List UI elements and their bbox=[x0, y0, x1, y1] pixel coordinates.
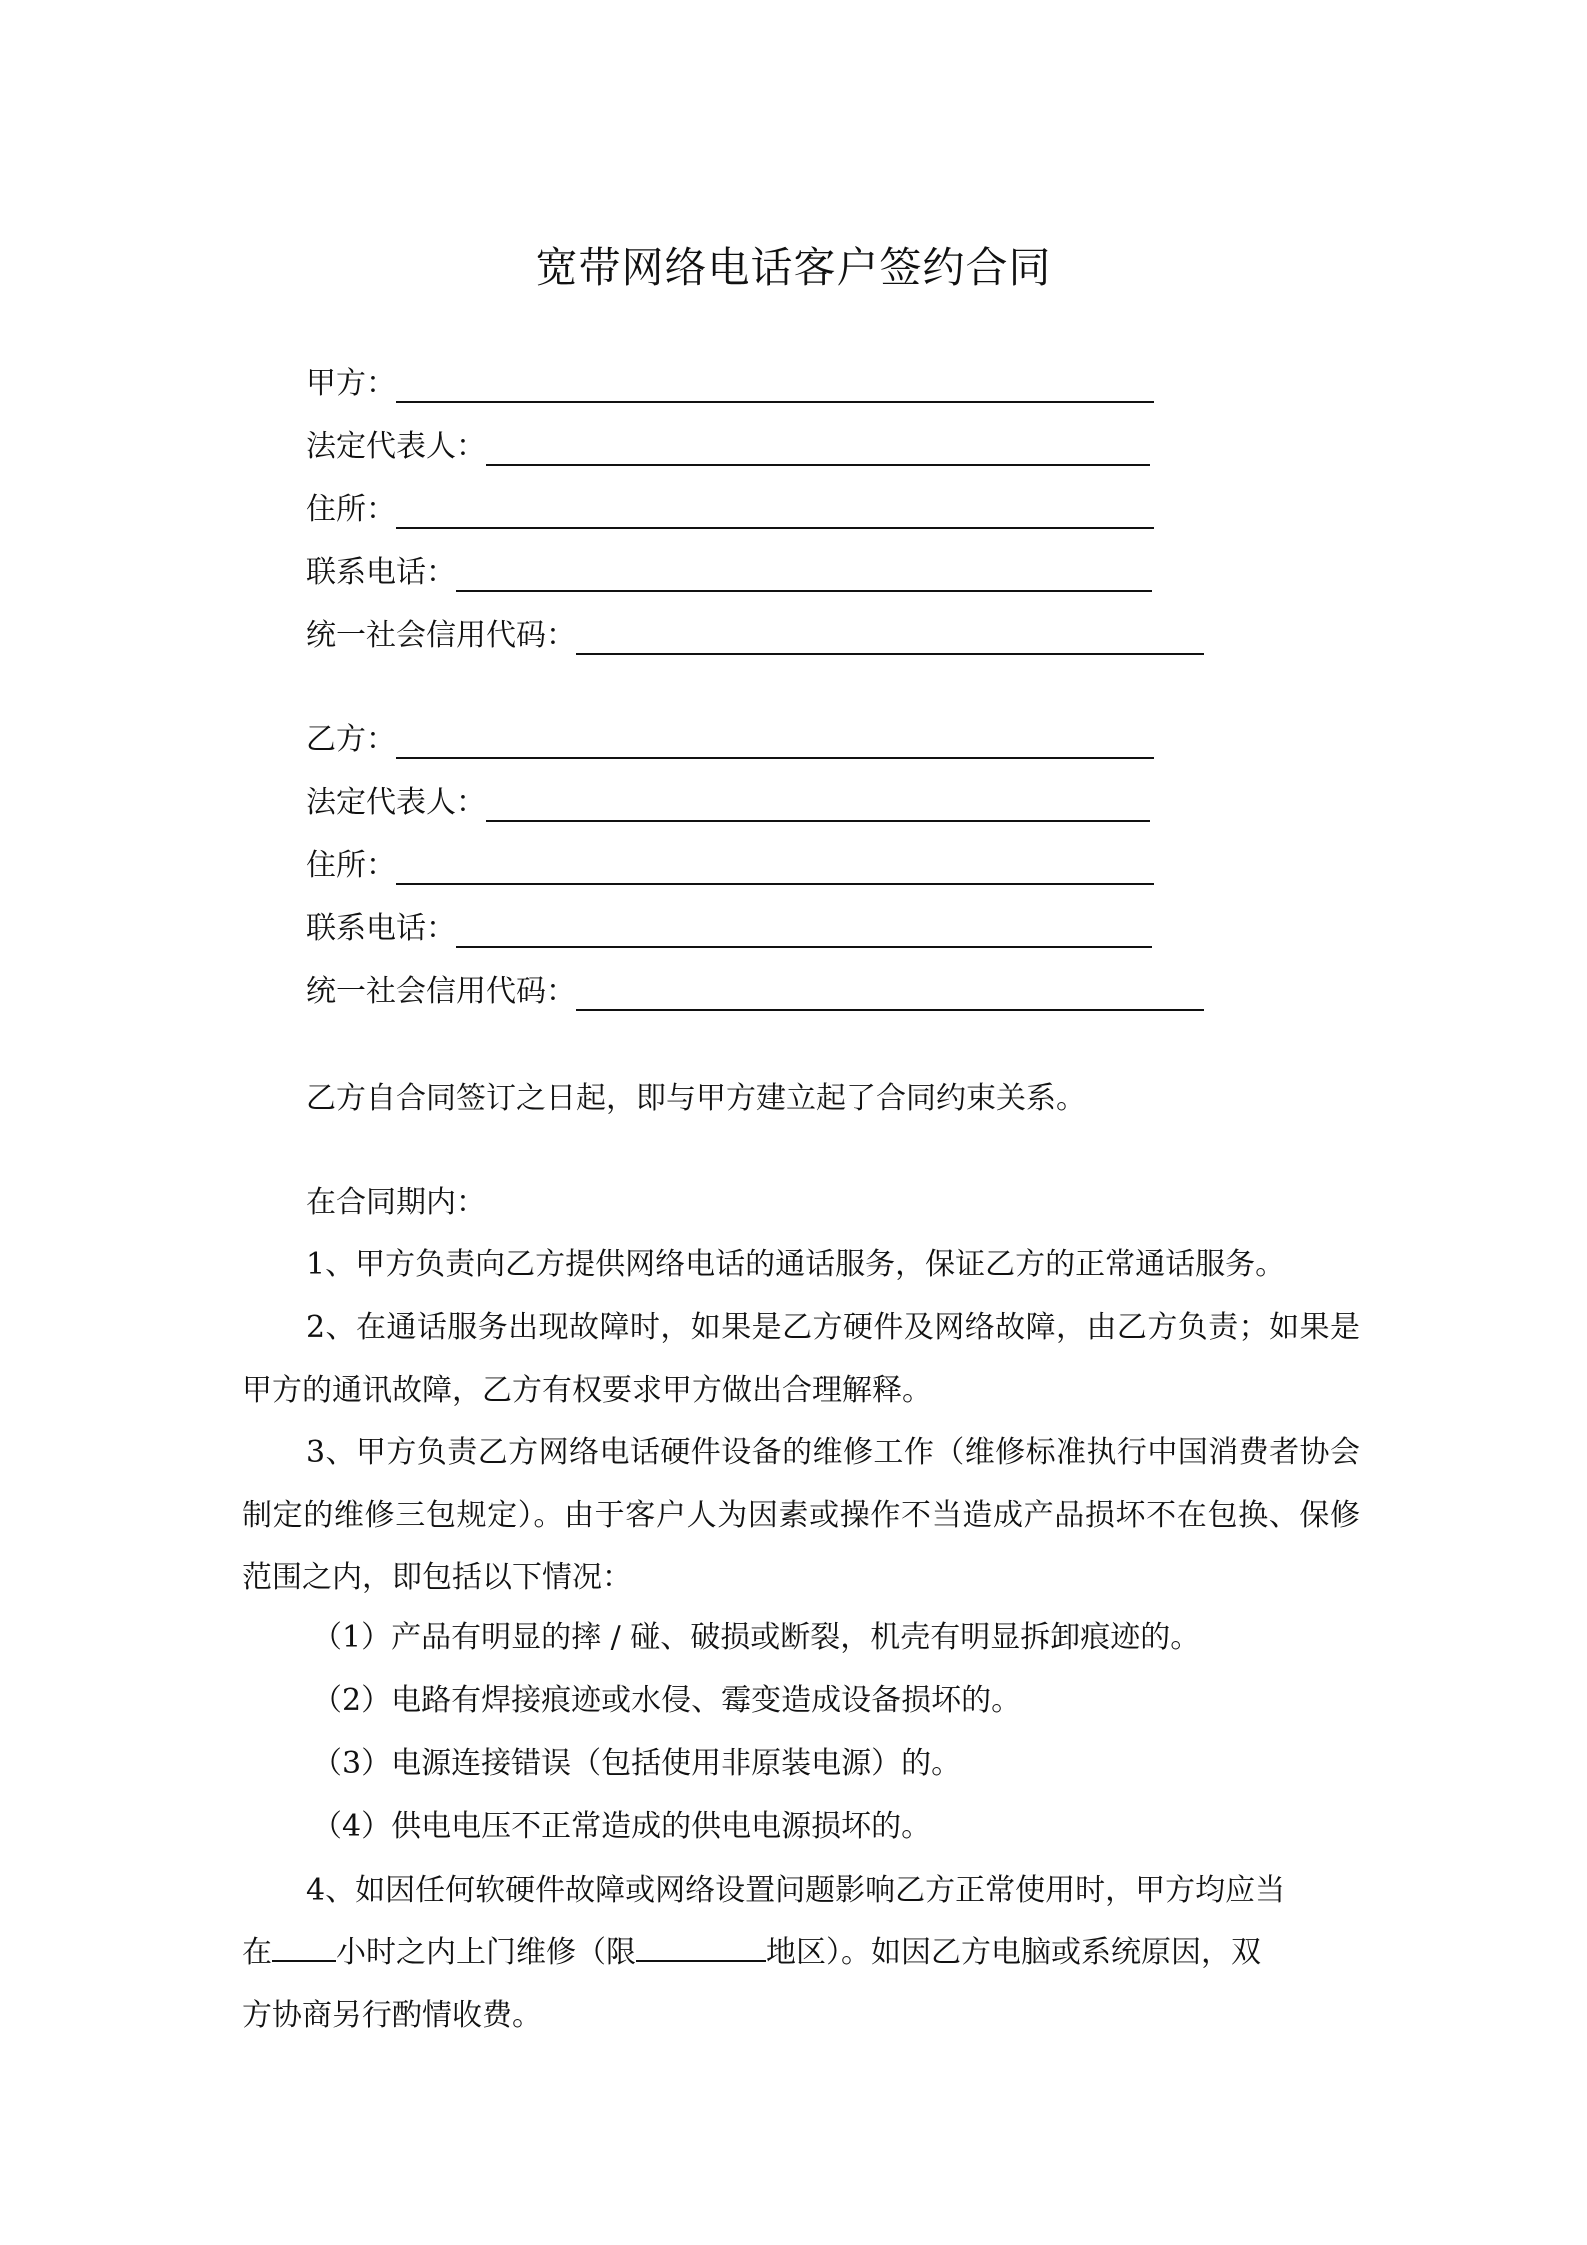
party-b-phone-label: 联系电话： bbox=[306, 911, 456, 946]
clause-4-part-b: 小时之内上门维修（限 bbox=[336, 1935, 636, 1970]
clause-1: 1、甲方负责向乙方提供网络电话的通话服务，保证乙方的正常通话服务。 bbox=[306, 1247, 1286, 1282]
list-item-1: （1）产品有明显的摔 / 碰、破损或断裂，机壳有明显拆卸痕迹的。 bbox=[312, 1620, 1201, 1655]
party-b-credit-code-label: 统一社会信用代码： bbox=[306, 974, 576, 1009]
party-b-rep-blank[interactable] bbox=[486, 782, 1150, 822]
clause-4-part-a: 在 bbox=[242, 1935, 272, 1970]
party-a-phone-label: 联系电话： bbox=[306, 555, 456, 590]
hours-blank[interactable] bbox=[272, 1930, 336, 1962]
party-a-rep-blank[interactable] bbox=[486, 426, 1150, 466]
party-a-name-blank[interactable] bbox=[396, 363, 1154, 403]
party-a-name-field bbox=[306, 355, 1154, 405]
party-b-rep-label: 法定代表人： bbox=[306, 785, 486, 820]
party-a-credit-code-label: 统一社会信用代码： bbox=[306, 618, 576, 653]
party-a-phone-blank[interactable] bbox=[456, 552, 1152, 592]
period-heading: 在合同期内： bbox=[306, 1185, 486, 1220]
party-a-credit-code-blank[interactable] bbox=[576, 615, 1204, 655]
intro-paragraph: 乙方自合同签订之日起，即与甲方建立起了合同约束关系。 bbox=[306, 1081, 1086, 1116]
party-b-phone-field bbox=[306, 900, 1152, 950]
party-b-rep-field bbox=[306, 774, 1150, 824]
contract-title: 宽带网络电话客户签约合同 bbox=[535, 243, 1052, 292]
party-b-name-blank[interactable] bbox=[396, 719, 1154, 759]
party-a-rep-label: 法定代表人： bbox=[306, 429, 486, 464]
party-a-address-blank[interactable] bbox=[396, 489, 1154, 529]
clause-3: 3、甲方负责乙方网络电话硬件设备的维修工作（维修标准执行中国消费者协会制定的维修三包规定）。由于客户人为因素或操作不当造成产品损坏不在包换、保修范围之内，即包括以下情况： bbox=[242, 1435, 1360, 1595]
party-b-address-field bbox=[306, 837, 1154, 887]
party-a-credit-code-field bbox=[306, 607, 1204, 657]
party-a-address-field bbox=[306, 481, 1154, 531]
party-a-name-label: 甲方： bbox=[306, 366, 396, 401]
party-a-rep-field bbox=[306, 418, 1150, 468]
clause-4-line-3: 方协商另行酌情收费。 bbox=[242, 1998, 542, 2033]
region-blank[interactable] bbox=[636, 1930, 766, 1962]
party-b-name-field bbox=[306, 711, 1154, 761]
party-b-credit-code-field bbox=[306, 963, 1204, 1013]
party-b-phone-blank[interactable] bbox=[456, 908, 1152, 948]
list-item-4: （4）供电电压不正常造成的供电电源损坏的。 bbox=[312, 1809, 932, 1844]
clause-4-line-1: 4、如因任何软硬件故障或网络设置问题影响乙方正常使用时，甲方均应当 bbox=[306, 1873, 1286, 1908]
party-b-name-label: 乙方： bbox=[306, 722, 396, 757]
party-a-phone-field bbox=[306, 544, 1152, 594]
party-b-address-label: 住所： bbox=[306, 848, 396, 883]
party-b-address-blank[interactable] bbox=[396, 845, 1154, 885]
party-a-address-label: 住所： bbox=[306, 492, 396, 527]
list-item-3: （3）电源连接错误（包括使用非原装电源）的。 bbox=[312, 1746, 962, 1781]
clause-4-part-c: 地区）。如因乙方电脑或系统原因，双 bbox=[766, 1935, 1261, 1970]
clause-2: 2、在通话服务出现故障时，如果是乙方硬件及网络故障，由乙方负责；如果是甲方的通讯故障，乙方有权要求甲方做出合理解释。 bbox=[242, 1310, 1360, 1408]
list-item-2: （2）电路有焊接痕迹或水侵、霉变造成设备损坏的。 bbox=[312, 1683, 1022, 1718]
party-b-credit-code-blank[interactable] bbox=[576, 971, 1204, 1011]
clause-4-line-2 bbox=[242, 1922, 1360, 1985]
